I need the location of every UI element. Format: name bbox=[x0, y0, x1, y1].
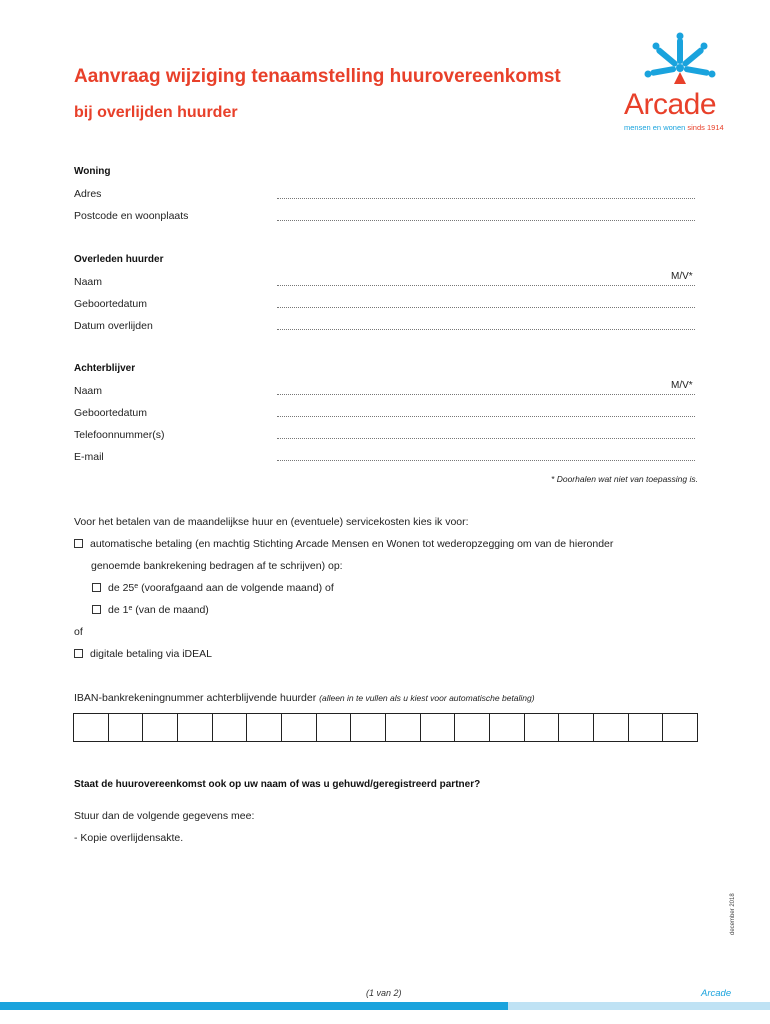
overleden-naam-field[interactable] bbox=[277, 285, 695, 286]
footer-bar bbox=[0, 1002, 770, 1010]
adres-label: Adres bbox=[74, 188, 102, 200]
iban-box[interactable] bbox=[247, 714, 282, 741]
auto-betaling-label-2: genoemde bankrekening bedragen af te schrijven) op: bbox=[91, 560, 343, 572]
achterblijver-geboortedatum-label: Geboortedatum bbox=[74, 407, 147, 419]
iban-box[interactable] bbox=[421, 714, 456, 741]
section-achterblijver-heading: Achterblijver bbox=[74, 363, 136, 374]
footer-brand: Arcade bbox=[701, 988, 732, 999]
ideal-label: digitale betaling via iDEAL bbox=[90, 648, 212, 660]
postcode-label: Postcode en woonplaats bbox=[74, 210, 189, 222]
overleden-geboortedatum-field[interactable] bbox=[277, 307, 695, 308]
achterblijver-mv-label: M/V* bbox=[671, 380, 693, 391]
partner-line-2: - Kopie overlijdensakte. bbox=[74, 832, 184, 844]
iban-box[interactable] bbox=[213, 714, 248, 741]
iban-box[interactable] bbox=[594, 714, 629, 741]
iban-box[interactable] bbox=[351, 714, 386, 741]
page-number: (1 van 2) bbox=[366, 988, 402, 998]
achterblijver-naam-field[interactable] bbox=[277, 394, 695, 395]
adres-field[interactable] bbox=[277, 198, 695, 199]
telefoon-label: Telefoonnummer(s) bbox=[74, 429, 165, 441]
ideal-checkbox[interactable] bbox=[74, 649, 83, 658]
iban-box[interactable] bbox=[178, 714, 213, 741]
iban-label: IBAN-bankrekeningnummer achterblijvende huurder (alleen in te vullen als u kiest voor automatische betaling) bbox=[74, 692, 535, 704]
betaling-intro: Voor het betalen van de maandelijkse huur en (eventuele) servicekosten kies ik voor: bbox=[74, 516, 469, 528]
auto-betaling-option bbox=[74, 538, 613, 550]
achterblijver-naam-label: Naam bbox=[74, 385, 103, 397]
overleden-datum-field[interactable] bbox=[277, 329, 695, 330]
ideal-option bbox=[74, 648, 212, 660]
achterblijver-geboortedatum-field[interactable] bbox=[277, 416, 695, 417]
email-label: E-mail bbox=[74, 451, 104, 463]
iban-box[interactable] bbox=[559, 714, 594, 741]
iban-box[interactable] bbox=[663, 714, 697, 741]
option-1e: de 1e (van de maand) bbox=[92, 604, 209, 616]
auto-betaling-label: automatische betaling (en machtig Stichting Arcade Mensen en Wonen tot wederopzegging om van de hieronder bbox=[90, 538, 614, 550]
logo-tagline: mensen en wonen sinds 1914 bbox=[624, 123, 724, 132]
section-overleden-heading: Overleden huurder bbox=[74, 254, 164, 265]
overleden-datum-label: Datum overlijden bbox=[74, 320, 153, 332]
email-field[interactable] bbox=[277, 460, 695, 461]
iban-box[interactable] bbox=[317, 714, 352, 741]
footnote: * Doorhalen wat niet van toepassing is. bbox=[551, 474, 698, 484]
partner-question: Staat de huurovereenkomst ook op uw naam of was u gehuwd/geregistreerd partner? bbox=[74, 779, 481, 790]
iban-input-grid[interactable] bbox=[73, 713, 698, 742]
page-title: Aanvraag wijziging tenaamstelling huurovereenkomst bbox=[74, 66, 561, 87]
iban-box[interactable] bbox=[455, 714, 490, 741]
postcode-field[interactable] bbox=[277, 220, 695, 221]
overleden-naam-label: Naam bbox=[74, 276, 103, 288]
overleden-geboortedatum-label: Geboortedatum bbox=[74, 298, 147, 310]
option-1e-checkbox[interactable] bbox=[92, 605, 101, 614]
section-woning-heading: Woning bbox=[74, 166, 111, 177]
logo-wordmark: Arcade bbox=[624, 88, 717, 121]
option-25e: de 25e (voorafgaand aan de volgende maand) of bbox=[92, 582, 334, 594]
page-subtitle: bij overlijden huurder bbox=[74, 104, 238, 121]
of-text: of bbox=[74, 626, 83, 638]
overleden-mv-label: M/V* bbox=[671, 271, 693, 282]
iban-box[interactable] bbox=[386, 714, 421, 741]
iban-box[interactable] bbox=[525, 714, 560, 741]
iban-box[interactable] bbox=[629, 714, 664, 741]
iban-box[interactable] bbox=[282, 714, 317, 741]
auto-betaling-checkbox[interactable] bbox=[74, 539, 83, 548]
iban-box[interactable] bbox=[490, 714, 525, 741]
iban-box[interactable] bbox=[74, 714, 109, 741]
partner-line-1: Stuur dan de volgende gegevens mee: bbox=[74, 810, 255, 822]
iban-box[interactable] bbox=[109, 714, 144, 741]
telefoon-field[interactable] bbox=[277, 438, 695, 439]
document-date: december 2018 bbox=[730, 893, 736, 935]
iban-box[interactable] bbox=[143, 714, 178, 741]
option-25e-checkbox[interactable] bbox=[92, 583, 101, 592]
